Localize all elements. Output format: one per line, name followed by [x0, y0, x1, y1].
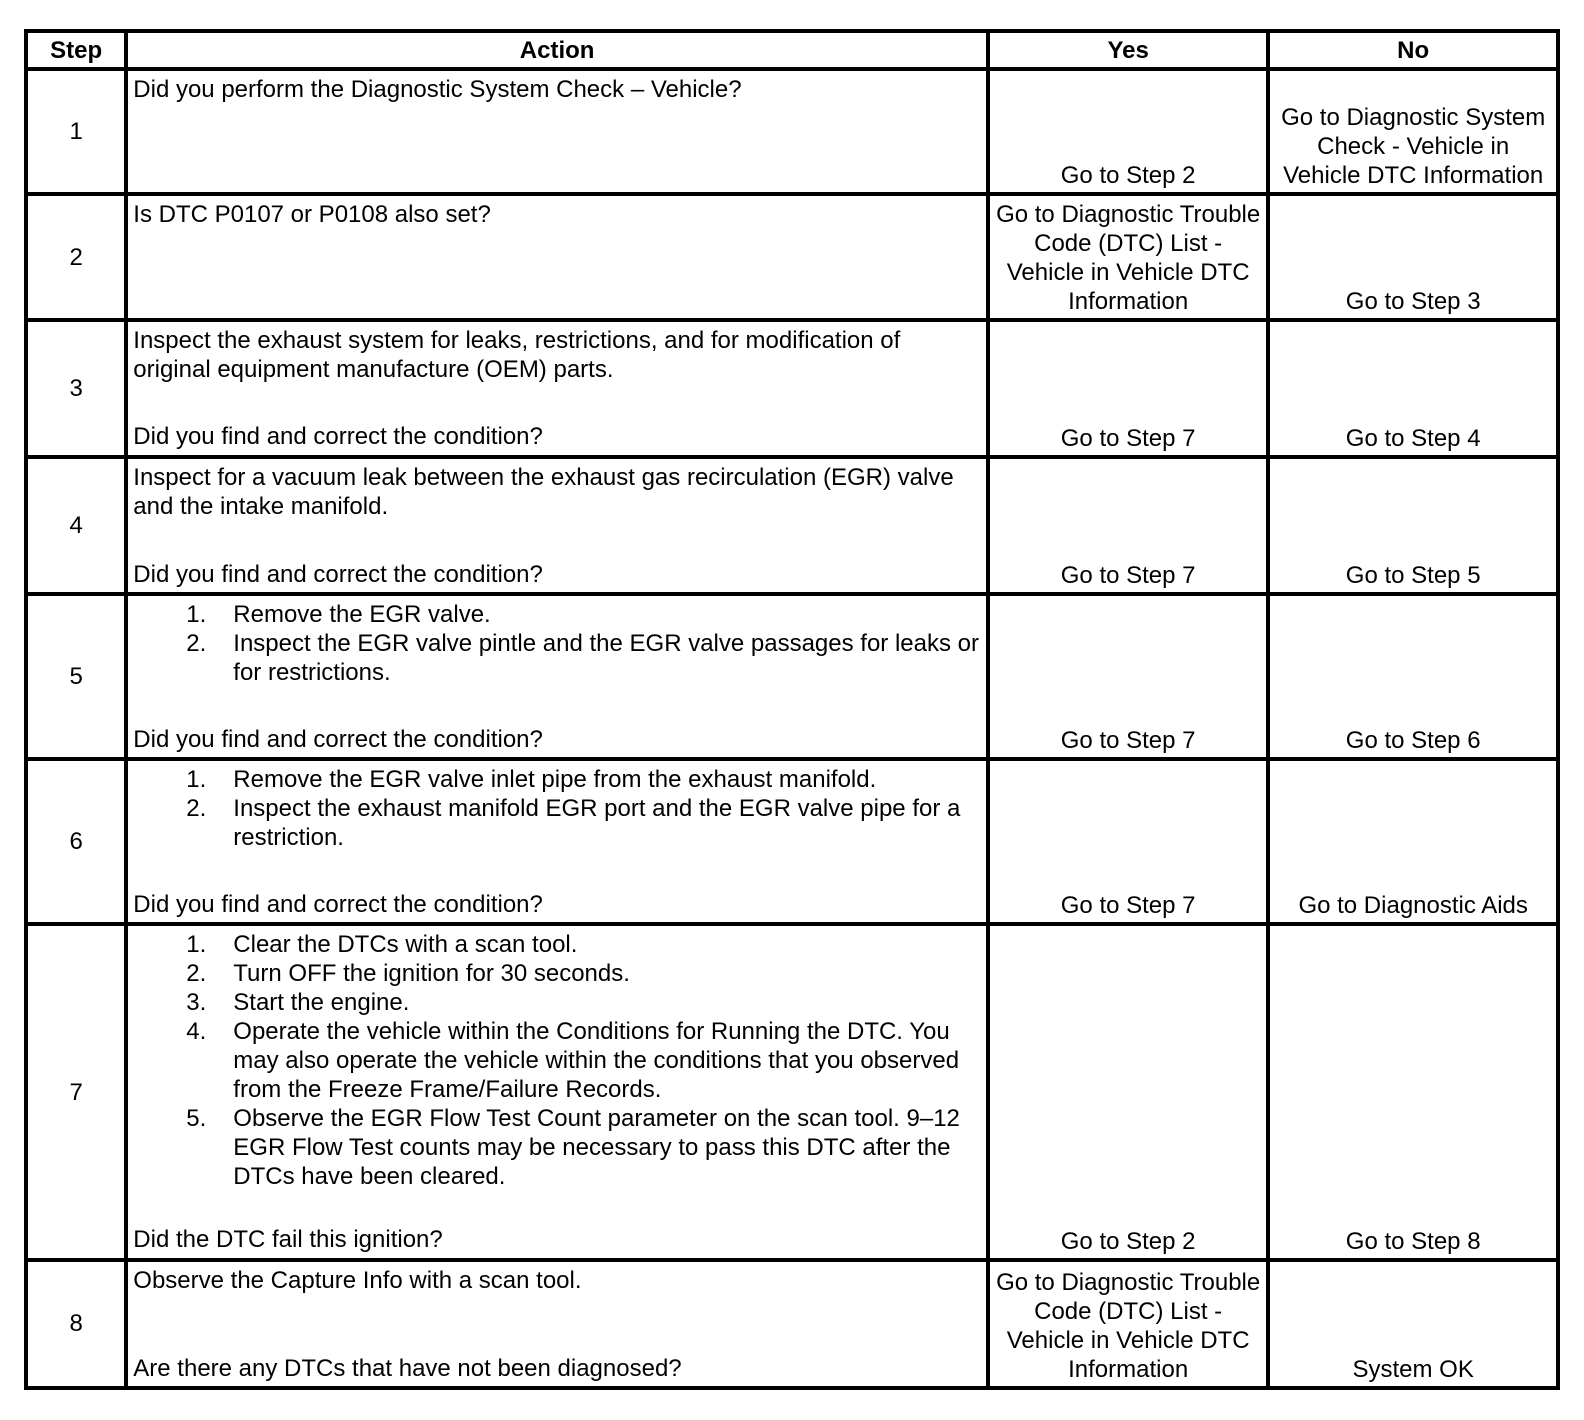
table-row: [26, 194, 1558, 320]
diagnostic-table: [24, 29, 1560, 1390]
yes-outcome-text: Go to Step 7: [1060, 561, 1196, 589]
no-outcome: [1268, 194, 1558, 320]
action-step-text: Clear the DTCs with a scan tool.: [233, 931, 578, 959]
no-outcome: [1268, 457, 1558, 594]
action-text: Did you perform the Diagnostic System Check – Vehicle?: [133, 76, 742, 103]
action-step-text: Start the engine.: [233, 989, 410, 1017]
action-cell: [126, 924, 988, 1260]
action-step-number: 1.: [186, 766, 207, 794]
action-content: [133, 1266, 980, 1383]
action-content: [133, 765, 980, 919]
no-outcome: [1268, 924, 1558, 1260]
no-outcome: [1268, 759, 1558, 924]
action-step-list: [133, 930, 980, 1191]
action-step-text: Observe the EGR Flow Test Count parameter on the scan tool. 9–12 EGR Flow Test counts may be necessary to pass this DTC after the DTCs have been cleared.: [233, 1105, 960, 1191]
table-row: [26, 1260, 1558, 1388]
step-number: 3: [26, 320, 126, 456]
action-step-number: 2.: [186, 629, 207, 657]
step-number: 5: [26, 594, 126, 759]
action-step-text: Remove the EGR valve inlet pipe from the exhaust manifold.: [233, 766, 877, 794]
action-cell: [126, 320, 988, 456]
no-outcome: [1268, 69, 1558, 194]
step-number: 6: [26, 759, 126, 924]
action-cell: [126, 759, 988, 924]
action-cell: [126, 1260, 988, 1388]
action-question: Did you find and correct the condition?: [133, 891, 543, 919]
table-row: [26, 457, 1558, 594]
yes-outcome: [988, 457, 1268, 594]
no-outcome-text: System OK: [1352, 1356, 1474, 1383]
no-outcome-text: Go to Diagnostic System Check - Vehicle in Vehicle DTC Information: [1281, 104, 1546, 190]
action-step-number: 3.: [186, 989, 207, 1017]
no-outcome: [1268, 320, 1558, 456]
action-content: [133, 930, 980, 1254]
action-step-list: [133, 765, 980, 852]
action-text: Inspect the exhaust system for leaks, restrictions, and for modification of original equipment manufacture (OEM) parts.: [133, 327, 901, 384]
table-row: [26, 924, 1558, 1260]
yes-outcome: [988, 594, 1268, 759]
action-text: Inspect for a vacuum leak between the exhaust gas recirculation (EGR) valve and the intake manifold.: [133, 463, 954, 520]
action-instructions: [133, 75, 980, 104]
action-cell: [126, 69, 988, 194]
yes-outcome-text: Go to Step 2: [1060, 1227, 1196, 1255]
action-question: Did the DTC fail this ignition?: [133, 1226, 443, 1254]
yes-outcome: [988, 320, 1268, 456]
step-number: 8: [26, 1260, 126, 1388]
action-step-number: 1.: [186, 600, 207, 628]
action-instructions: [133, 463, 980, 521]
action-step-item: [133, 930, 980, 959]
action-step-list: [133, 600, 980, 687]
header-step: Step: [26, 31, 126, 69]
no-outcome-text: Go to Diagnostic Aids: [1298, 892, 1528, 920]
action-instructions: [133, 765, 980, 852]
no-outcome-text: Go to Step 8: [1345, 1227, 1481, 1255]
action-step-number: 4.: [186, 1018, 207, 1046]
action-step-item: [133, 959, 980, 988]
action-question: Did you find and correct the condition?: [133, 560, 543, 588]
no-outcome: [1268, 1260, 1558, 1388]
action-step-item: [133, 600, 980, 629]
yes-outcome-text: Go to Diagnostic Trouble Code (DTC) List - Vehicle in Vehicle DTC Information: [996, 201, 1261, 316]
action-step-text: Inspect the EGR valve pintle and the EGR valve passages for leaks or for restrictions.: [233, 629, 980, 686]
action-step-number: 2.: [186, 795, 207, 823]
table-row: [26, 759, 1558, 924]
step-number: 4: [26, 457, 126, 594]
action-content: [133, 75, 980, 189]
action-content: [133, 326, 980, 451]
action-step-item: [133, 794, 980, 852]
action-content: [133, 200, 980, 315]
action-step-item: [133, 1104, 980, 1191]
action-step-number: 1.: [186, 931, 207, 959]
action-step-item: [133, 765, 980, 794]
action-question: Did you find and correct the condition?: [133, 423, 543, 451]
action-step-item: [133, 629, 980, 687]
action-text: Observe the Capture Info with a scan tool.: [133, 1266, 582, 1294]
yes-outcome: [988, 1260, 1268, 1388]
table-row: [26, 320, 1558, 456]
no-outcome-text: Go to Step 4: [1345, 424, 1481, 452]
action-step-text: Inspect the exhaust manifold EGR port and the EGR valve pipe for a restriction.: [233, 795, 961, 852]
action-question: Are there any DTCs that have not been diagnosed?: [133, 1354, 682, 1382]
table-row: [26, 594, 1558, 759]
yes-outcome: [988, 69, 1268, 194]
action-question: Did you find and correct the condition?: [133, 725, 543, 753]
table-row: [26, 69, 1558, 194]
action-content: [133, 600, 980, 754]
header-no: No: [1268, 31, 1558, 69]
action-step-item: [133, 988, 980, 1017]
action-content: [133, 463, 980, 589]
yes-outcome-text: Go to Step 7: [1060, 424, 1196, 452]
no-outcome-text: Go to Step 6: [1345, 727, 1481, 755]
action-instructions: [133, 326, 980, 384]
no-outcome-text: Go to Step 5: [1345, 561, 1481, 589]
action-instructions: [133, 1266, 980, 1295]
step-number: 2: [26, 194, 126, 320]
action-step-text: Turn OFF the ignition for 30 seconds.: [233, 960, 630, 988]
action-cell: [126, 194, 988, 320]
action-instructions: [133, 200, 980, 229]
yes-outcome: [988, 194, 1268, 320]
action-cell: [126, 594, 988, 759]
header-yes: Yes: [988, 31, 1268, 69]
header-action: Action: [126, 31, 988, 69]
action-text: Is DTC P0107 or P0108 also set?: [133, 201, 491, 229]
no-outcome-text: Go to Step 3: [1345, 288, 1481, 316]
action-step-text: Operate the vehicle within the Conditions for Running the DTC. You may also operate the vehicle within the conditions that you observed from the Freeze Frame/Failure Records.: [233, 1018, 960, 1104]
yes-outcome-text: Go to Step 2: [1060, 162, 1196, 190]
header-row: [26, 31, 1558, 69]
action-cell: [126, 457, 988, 594]
action-instructions: [133, 930, 980, 1191]
step-number: 1: [26, 69, 126, 194]
action-instructions: [133, 600, 980, 687]
action-step-number: 5.: [186, 1105, 207, 1133]
yes-outcome-text: Go to Diagnostic Trouble Code (DTC) List - Vehicle in Vehicle DTC Information: [996, 1269, 1261, 1383]
action-step-item: [133, 1017, 980, 1104]
no-outcome: [1268, 594, 1558, 759]
yes-outcome-text: Go to Step 7: [1060, 727, 1196, 755]
table-body: [26, 69, 1558, 1388]
yes-outcome: [988, 924, 1268, 1260]
step-number: 7: [26, 924, 126, 1260]
action-step-number: 2.: [186, 960, 207, 988]
yes-outcome: [988, 759, 1268, 924]
yes-outcome-text: Go to Step 7: [1060, 892, 1196, 920]
action-step-text: Remove the EGR valve.: [233, 600, 491, 628]
